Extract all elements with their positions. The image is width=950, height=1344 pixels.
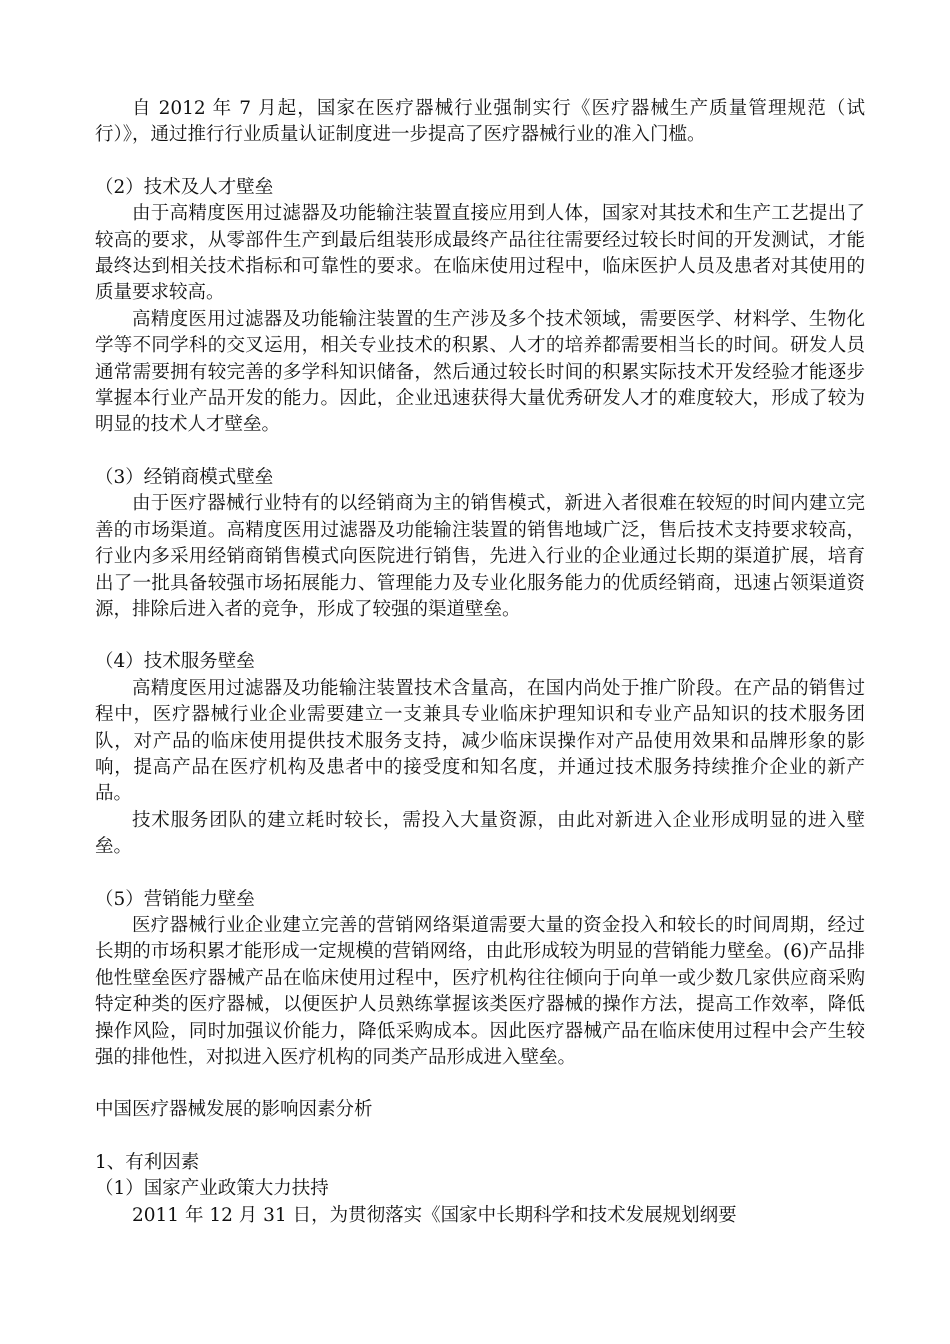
body-paragraph: 高精度医用过滤器及功能输注装置技术含量高，在国内尚处于推广阶段。在产品的销售过程中，医疗器械行业企业需要建立一支兼具专业临床护理知识和专业产品知识的技术服务团队，对产品的临床使用提供技术服务支持，减少临床误操作对产品使用效果和品牌形象的影响，提高产品在医疗机构及患者中的接受度和知名度，并通过技术服务持续推介企业的新产品。	[95, 677, 865, 805]
section-heading: （5）营销能力壁垒	[95, 888, 255, 910]
paragraph-spacer	[95, 623, 865, 649]
paragraph-spacer	[95, 1124, 865, 1150]
section-heading: （3）经销商模式壁垒	[95, 466, 274, 488]
paragraph-spacer	[95, 149, 865, 175]
section-heading: （1）国家产业政策大力扶持	[95, 1178, 329, 1200]
body-paragraph: 由于医疗器械行业特有的以经销商为主的销售模式，新进入者很难在较短的时间内建立完善的市场渠道。高精度医用过滤器及功能输注装置的销售地域广泛，售后技术支持要求较高，行业内多采用经销商销售模式向医院进行销售，先进入行业的企业通过长期的渠道扩展，培育出了一批具备较强市场拓展能力、管理能力及专业化服务能力的优质经销商，迅速占领渠道资源，排除后进入者的竞争，形成了较强的渠道壁垒。	[95, 493, 865, 620]
section-heading: （2）技术及人才壁垒	[95, 176, 274, 198]
body-paragraph: 自 2012 年 7 月起，国家在医疗器械行业强制实行《医疗器械生产质量管理规范（试行）》，通过推行行业质量认证制度进一步提高了医疗器械行业的准入门槛。	[95, 98, 865, 146]
body-paragraph: 由于高精度医用过滤器及功能输注装置直接应用到人体，国家对其技术和生产工艺提出了较高的要求，从零部件生产到最后组装形成最终产品往往需要经过较长时间的开发测试，才能最终达到相关技术指标和可靠性的要求。在临床使用过程中，临床医护人员及患者对其使用的质量要求较高。	[95, 203, 865, 304]
body-paragraph: 高精度医用过滤器及功能输注装置的生产涉及多个技术领域，需要医学、材料学、生物化学等不同学科的交叉运用，相关专业技术的积累、人才的培养都需要相当长的时间。研发人员通常需要拥有较完善的多学科知识储备，然后通过较长时间的积累实际技术开发经验才能逐步掌握本行业产品开发的能力。因此，企业迅速获得大量优秀研发人才的难度较大，形成了较为明显的技术人才壁垒。	[95, 308, 865, 436]
body-paragraph: 2011 年 12 月 31 日，为贯彻落实《国家中长期科学和技术发展规划纲要	[132, 1204, 737, 1226]
paragraph-spacer	[95, 861, 865, 887]
paragraph-spacer	[95, 1071, 865, 1097]
body-paragraph: 技术服务团队的建立耗时较长，需投入大量资源，由此对新进入企业形成明显的进入壁垒。	[95, 809, 865, 858]
section-heading: 中国医疗器械发展的影响因素分析	[95, 1099, 373, 1121]
document-body	[95, 96, 865, 1229]
section-heading: 1、有利因素	[95, 1151, 200, 1173]
body-paragraph: 医疗器械行业企业建立完善的营销网络渠道需要大量的资金投入和较长的时间周期，经过长期的市场积累才能形成一定规模的营销网络，由此形成较为明显的营销能力壁垒。(6)产品排他性壁垒医疗器械产品在临床使用过程中，医疗机构往往倾向于向单一或少数几家供应商采购特定种类的医疗器械，以便医护人员熟练掌握该类医疗器械的操作方法，提高工作效率，降低操作风险，同时加强议价能力，降低采购成本。因此医疗器械产品在临床使用过程中会产生较强的排他性，对拟进入医疗机构的同类产品形成进入壁垒。	[95, 914, 865, 1068]
section-heading: （4）技术服务壁垒	[95, 651, 255, 673]
paragraph-spacer	[95, 439, 865, 465]
